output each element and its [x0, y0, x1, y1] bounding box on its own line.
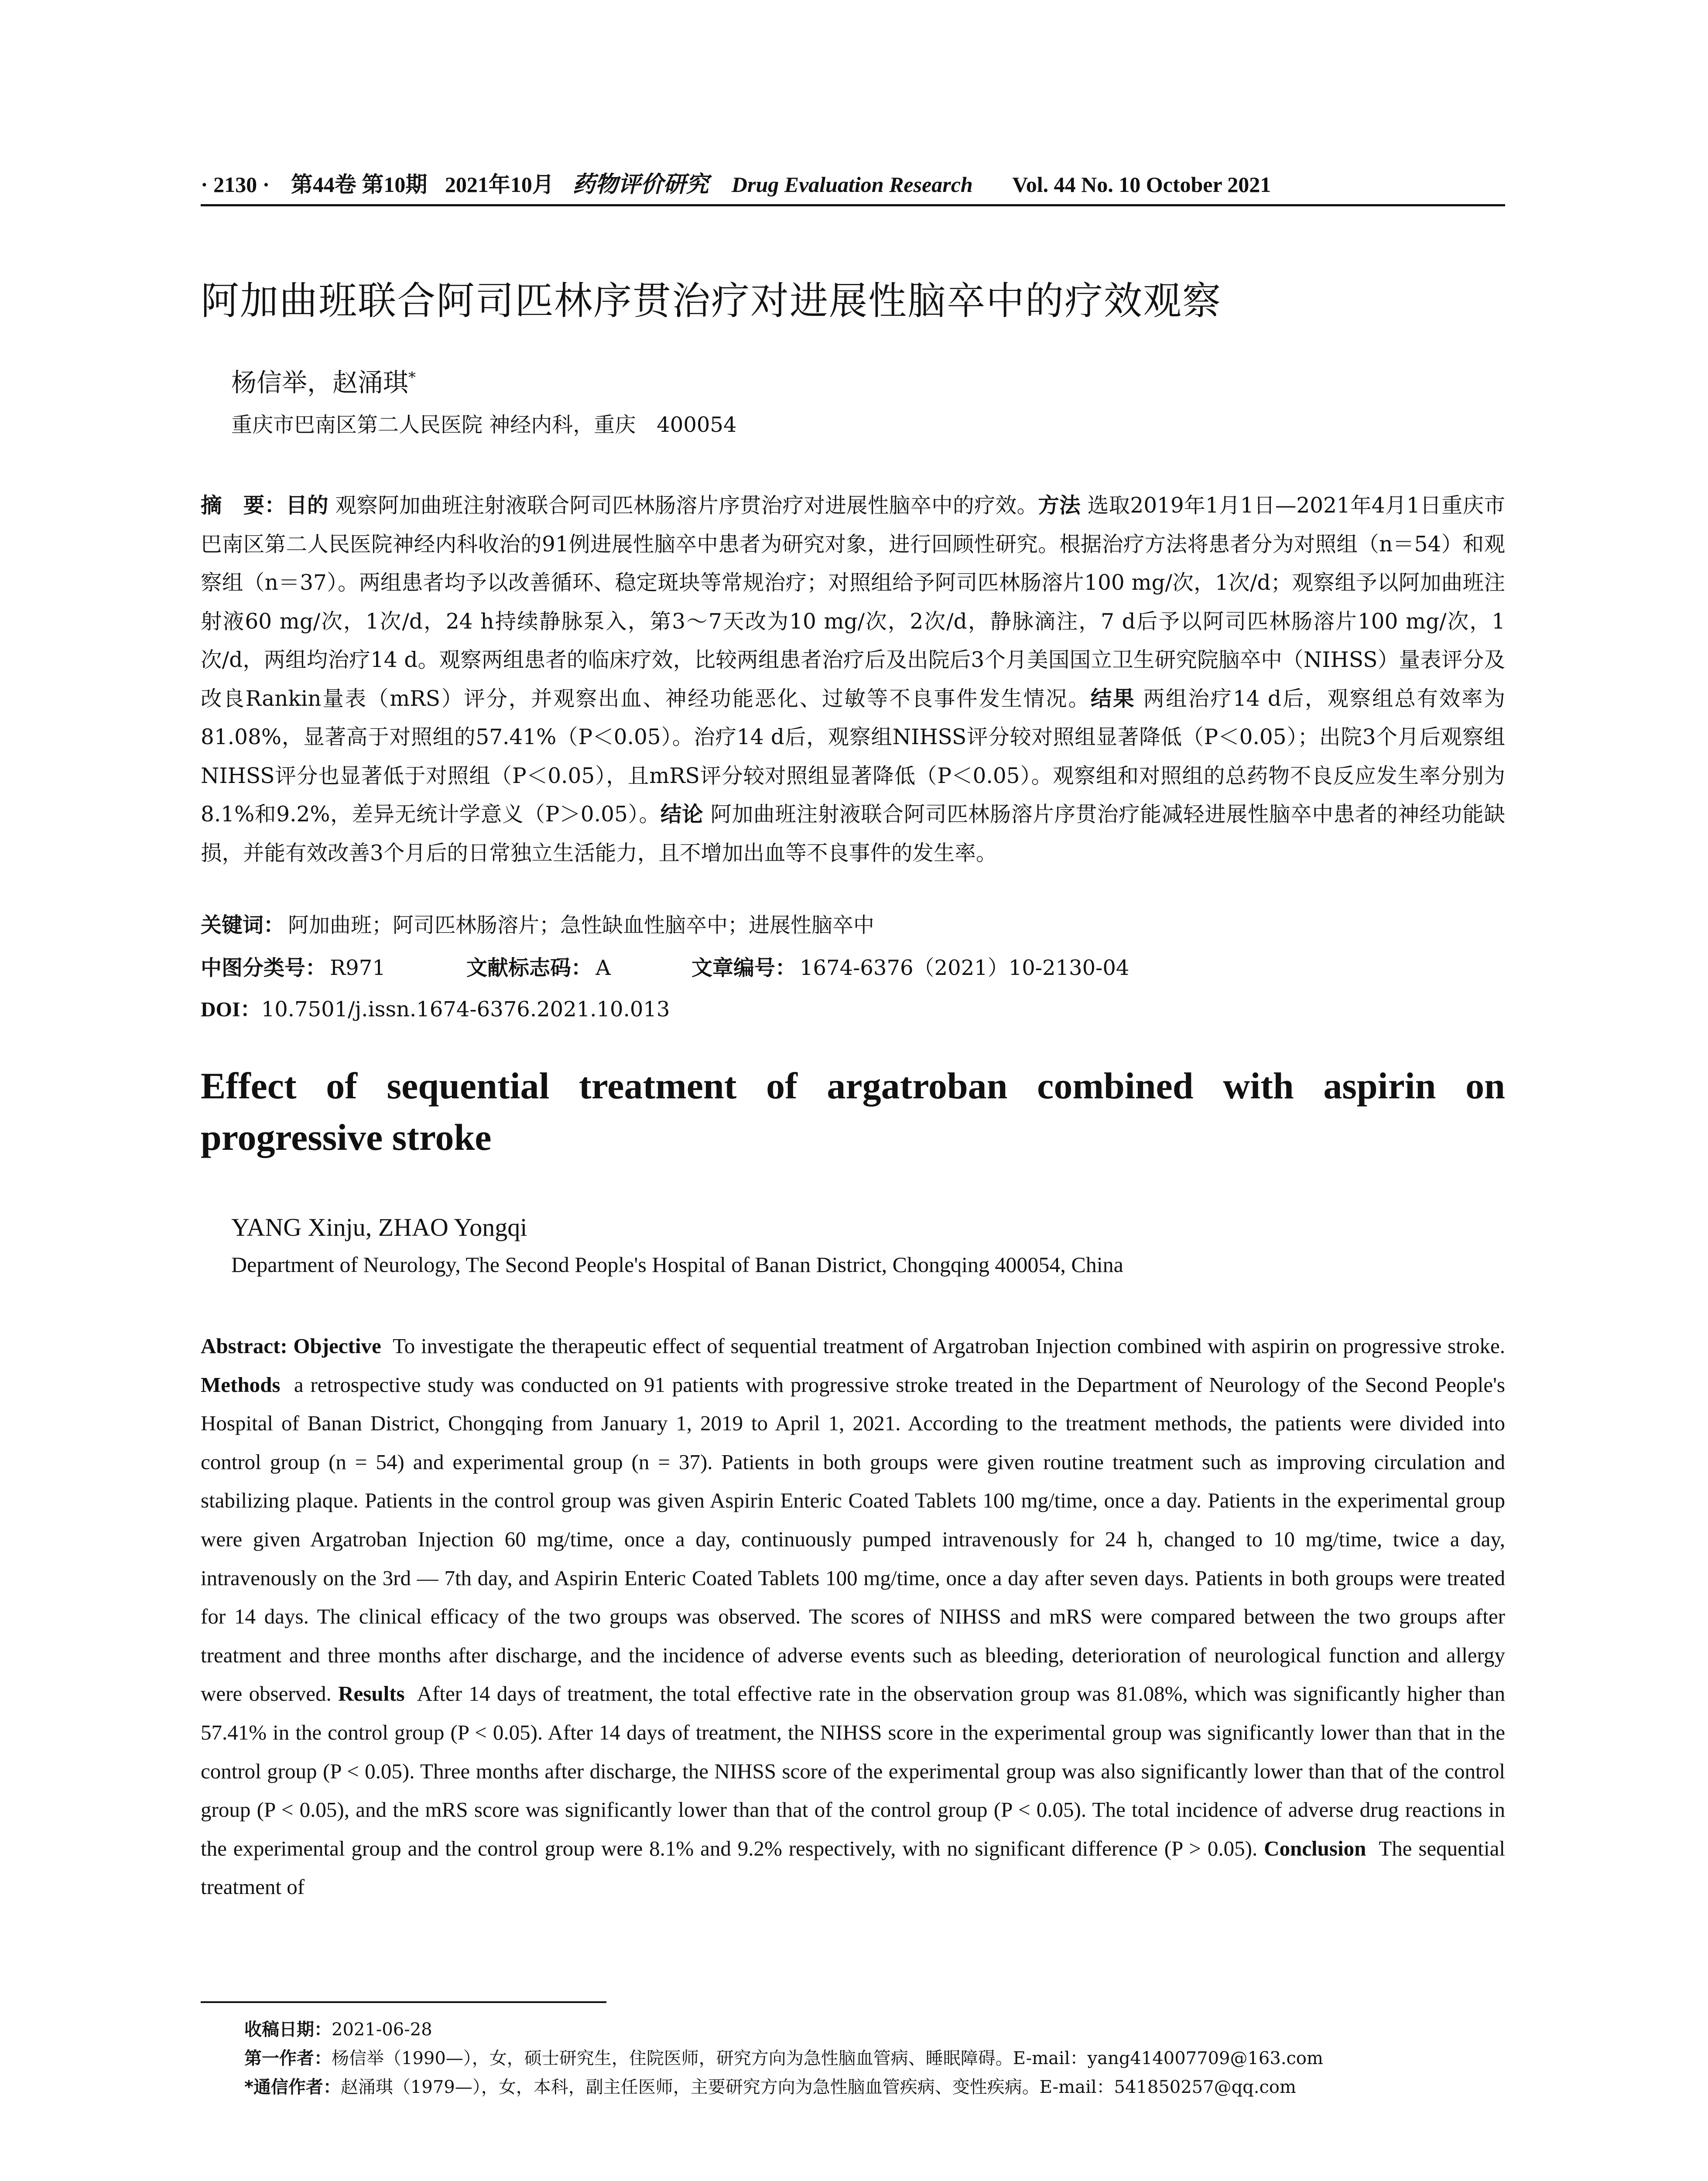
- results-en: After 14 days of treatment, the total effective rate in the observation group was 81.08%, which was significantly higher than 57.41% in the control group (P < 0.05). After 14 days of treatment, the NIHSS score in the experimental group was significantly lower than that in the control group (P < 0.05). Three months after discharge, the NIHSS score of the experimental group was also significantly lower than that of the control group (P < 0.05), and the mRS score was significantly lower than that of the control group (P < 0.05). The total incidence of adverse drug reactions in the experimental group and the control group were 8.1% and 9.2% respectively, with no significant difference (P > 0.05).: [201, 1682, 1506, 1860]
- journal-name-cn: 药物评价研究: [572, 171, 709, 198]
- clc-label: 中图分类号：: [201, 956, 327, 980]
- keywords-cn-value: 阿加曲班；阿司匹林肠溶片；急性缺血性脑卒中；进展性脑卒中: [288, 913, 875, 937]
- footnote-rule: [201, 2001, 606, 2003]
- doi-label: DOI：: [201, 998, 261, 1021]
- conclusion-cn: 阿加曲班注射液联合阿司匹林肠溶片序贯治疗能减轻进展性脑卒中患者的神经功能缺损，并能有效改善3个月后的日常独立生活能力，且不增加出血等不良事件的发生率。: [201, 802, 1505, 865]
- abstract-en: [201, 1327, 1505, 1907]
- abstract-en-label: Abstract:: [201, 1334, 288, 1358]
- running-header: [201, 166, 1505, 201]
- received-label: 收稿日期：: [244, 2020, 332, 2040]
- date-cn: 2021年10月: [445, 172, 554, 197]
- received-value: 2021-06-28: [332, 2020, 432, 2040]
- objective-en-label: Objective: [293, 1334, 381, 1358]
- corresponding-mark: *: [408, 369, 416, 386]
- journal-name-en: Drug Evaluation Research: [731, 172, 973, 197]
- conclusion-en-label: Conclusion: [1264, 1836, 1366, 1860]
- methods-en: a retrospective study was conducted on 91 patients with progressive stroke treated in the Department of Neurology of the Second People's Hospital of Banan District, Chongqing from January 1, 2019 to April 1, 2021. According to the treatment methods, the patients were divided into control group (n = 54) and experimental group (n = 37). Patients in both groups were given routine treatment such as improving circulation and stabilizing plaque. Patients in the control group was given Aspirin Enteric Coated Tablets 100 mg/time, once a day. Patients in the experimental group were given Argatroban Injection 60 mg/time, once a day, continuously pumped intravenously for 24 h, changed to 10 mg/time, twice a day, intravenously on the 3rd — 7th day, and Aspirin Enteric Coated Tablets 100 mg/time, once a day after seven days. Patients in both groups were treated for 14 days. The clinical efficacy of the two groups was observed. The scores of NIHSS and mRS were compared between the two groups after treatment and three months after discharge, and the incidence of adverse events such as bleeding, deterioration of neurological function and allergy were observed.: [201, 1372, 1505, 1706]
- keywords-cn-label: 关键词：: [201, 913, 285, 937]
- footnotes: [244, 2015, 1505, 2102]
- title-en: Effect of sequential treatment of argatroban combined with aspirin on progressive stroke: [201, 1065, 1505, 1158]
- methods-cn: 选取2019年1月1日—2021年4月1日重庆市巴南区第二人民医院神经内科收治的91例进展性脑卒中患者为研究对象，进行回顾性研究。根据治疗方法将患者分为对照组（n＝54）和观察组（n＝37）。两组患者均予以改善循环、稳定斑块等常规治疗；对照组给予阿司匹林肠溶片100 mg/次，1次/d；观察组予以阿加曲班注射液60 mg/次，1次/d，24 h持续静脉泵入，第3～7天改为10 mg/次，2次/d，静脉滴注，7 d后予以阿司匹林肠溶片100 mg/次，1次/d，两组均治疗14 d。观察两组患者的临床疗效，比较两组患者治疗后及出院后3个月美国国立卫生研究院脑卒中（NIHSS）量表评分及改良Rankin量表（mRS）评分，并观察出血、神经功能恶化、过敏等不良事件发生情况。: [201, 493, 1506, 711]
- conclusion-cn-label: 结论: [660, 802, 704, 827]
- header-rule: [201, 204, 1505, 206]
- methods-en-label: Methods: [201, 1372, 281, 1397]
- corresponding-label: *通信作者：: [244, 2077, 341, 2097]
- abstract-cn-label: 摘 要：: [201, 493, 286, 518]
- volume-cn: 第44卷 第10期: [291, 172, 428, 197]
- first-author-note: [244, 2044, 1505, 2073]
- conclusion-en: The sequential treatment of: [201, 1836, 1506, 1899]
- authors-en: YANG Xinju, ZHAO Yongqi: [231, 1213, 527, 1241]
- results-cn-label: 结果: [1090, 686, 1136, 711]
- affiliation-cn: 重庆市巴南区第二人民医院 神经内科，重庆 400054: [231, 413, 737, 437]
- keywords-cn: [201, 908, 874, 938]
- doc-code-label: 文献标志码：: [466, 956, 592, 980]
- abstract-cn: [201, 486, 1505, 872]
- objective-en: To investigate the therapeutic effect of sequential treatment of Argatroban Injection combined with aspirin on progressive stroke.: [393, 1334, 1505, 1358]
- clc-value: R971: [330, 956, 386, 980]
- corresponding-value: 赵涌琪（1979—），女，本科，副主任医师，主要研究方向为急性脑血管疾病、变性疾病。E-mail：541850257@qq.com: [340, 2077, 1296, 2097]
- authors-cn: [231, 362, 416, 399]
- first-author-value: 杨信举（1990—），女，硕士研究生，住院医师，研究方向为急性脑血管病、睡眠障碍。E-mail：yang414007709@163.com: [332, 2048, 1323, 2068]
- paper-page: [201, 0, 1505, 2181]
- doi-value: 10.7501/j.issn.1674-6376.2021.10.013: [261, 997, 670, 1022]
- authors-cn-names: 杨信举，赵涌琪: [231, 368, 409, 397]
- classification-line: [201, 951, 1129, 981]
- received-date: [244, 2015, 1505, 2044]
- affiliation-en: Department of Neurology, The Second People's Hospital of Banan District, Chongqing 400054, China: [231, 1252, 1123, 1277]
- page-number: · 2130 ·: [201, 172, 270, 197]
- corresponding-author-note: [244, 2073, 1505, 2102]
- first-author-label: 第一作者：: [244, 2048, 332, 2068]
- article-no-value: 1674-6376（2021）10-2130-04: [800, 956, 1130, 980]
- volume-en: Vol. 44 No. 10 October 2021: [1012, 172, 1271, 197]
- doc-code-value: A: [596, 956, 611, 980]
- objective-cn: 观察阿加曲班注射液联合阿司匹林肠溶片序贯治疗对进展性脑卒中的疗效。: [335, 493, 1038, 518]
- methods-cn-label: 方法: [1038, 493, 1081, 518]
- doi-line: [201, 992, 670, 1022]
- objective-cn-label: 目的: [286, 493, 329, 518]
- article-no-label: 文章编号：: [691, 956, 797, 980]
- title-cn: 阿加曲班联合阿司匹林序贯治疗对进展性脑卒中的疗效观察: [201, 278, 1222, 323]
- results-cn: 两组治疗14 d后，观察组总有效率为81.08%，显著高于对照组的57.41%（P＜0.05）。治疗14 d后，观察组NIHSS评分较对照组显著降低（P＜0.05）；出院3个月后观察组NIHSS评分也显著低于对照组（P＜0.05），且mRS评分较对照组显著降低（P＜0.05）。观察组和对照组的总药物不良反应发生率分别为8.1%和9.2%，差异无统计学意义（P＞0.05）。: [201, 686, 1505, 827]
- results-en-label: Results: [338, 1682, 405, 1706]
